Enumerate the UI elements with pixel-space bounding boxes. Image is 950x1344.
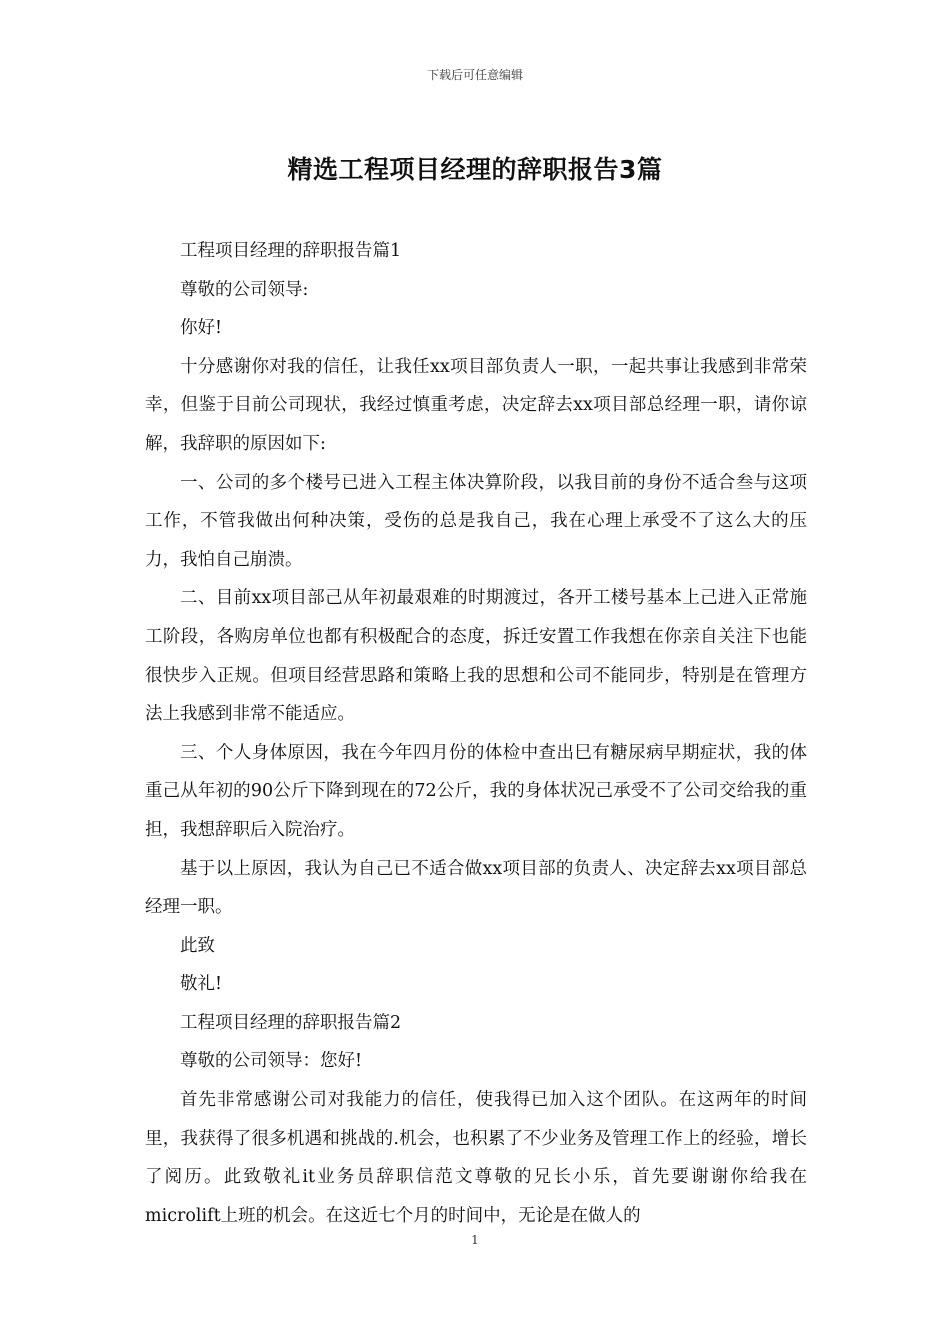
paragraph: 工程项目经理的辞职报告篇1 — [180, 241, 402, 261]
page-header: 下载后可任意编辑 — [426, 68, 523, 82]
paragraph: 一、公司的多个楼号已进入工程主体决算阶段，以我目前的身份不适合叁与这项工作，不管我做出何种决策，受伤的总是我自己，我在心理上承受不了这么大的压力，我怕自己崩溃。 — [145, 472, 807, 570]
document-body — [145, 232, 807, 1235]
paragraph: 你好! — [180, 318, 223, 339]
paragraph: 尊敬的公司领导：您好! — [180, 1051, 363, 1072]
paragraph: 二、目前xx项目部己从年初最艰难的时期渡过，各开工楼号基本上己进入正常施工阶段，各购房单位也都有积极配合的态度，拆迁安置工作我想在你亲自关注下也能很快步入正规。但项目经营思路和策略上我的思想和公司不能同步，特别是在管理方法上我感到非常不能适应。 — [145, 588, 807, 725]
paragraph: 三、个人身体原因，我在今年四月份的体检中查出巳有糖尿病早期症状，我的体重己从年初的90公斤下降到现在的72公斤，我的身体状况己承受不了公司交给我的重担，我想辞职后入院治疗。 — [145, 742, 807, 840]
paragraph: 尊敬的公司领导: — [180, 279, 309, 300]
paragraph: 基于以上原因，我认为自己已不适合做xx项目部的负责人、决定辞去xx项目部总经理一职。 — [145, 858, 807, 918]
page-number: 1 — [471, 1233, 479, 1247]
paragraph: 十分感谢你对我的信任，让我任xx项目部负责人一职，一起共事让我感到非常荣幸，但鉴于目前公司现状，我经过慎重考虑，决定辞去xx项目部总经理一职，请你谅解，我辞职的原因如下: — [145, 356, 807, 454]
paragraph: 首先非常感谢公司对我能力的信任，使我得已加入这个团队。在这两年的时间里，我获得了很多机遇和挑战的.机会，也积累了不少业务及管理工作上的经验，增长了阅历。此致敬礼it业务员辞职信范文尊敬的兄长小乐，首先要谢谢你给我在microlift上班的机会。在这近七个月的时间中，无论是在做人的 — [145, 1090, 807, 1226]
document-title: 精选工程项目经理的辞职报告3篇 — [287, 155, 663, 184]
paragraph: 工程项目经理的辞职报告篇2 — [180, 1012, 402, 1033]
paragraph: 敬礼! — [180, 974, 223, 995]
paragraph: 此致 — [180, 935, 215, 956]
